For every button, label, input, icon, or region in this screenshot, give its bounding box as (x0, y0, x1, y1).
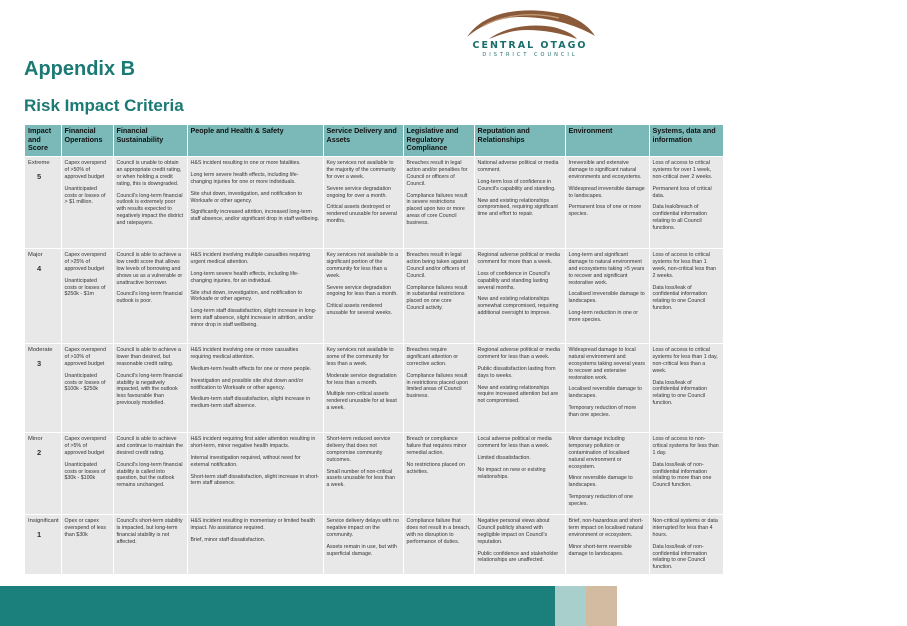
criteria-text: Breaches result in legal action being taken against Council and/or officers of Council. (406, 252, 469, 279)
criteria-text: Capex overspend of >50% of approved budget (64, 160, 107, 180)
criteria-text: Medium-term staff dissatisfaction, slight increase in medium-term staff absence. (190, 396, 311, 410)
criteria-text: Severe service degradation ongoing for less than a month. (326, 284, 398, 298)
criteria-cell (61, 344, 113, 433)
logo-wordmark: CENTRAL OTAGO (472, 40, 588, 51)
criteria-cell (403, 157, 474, 249)
criteria-cell (565, 249, 649, 344)
criteria-text: Permanent loss of one or more species. (568, 204, 642, 218)
criteria-text: Council is unable to obtain an appropriate credit rating, or when holding a credit rating, this is downgraded. (116, 160, 182, 187)
impact-level: Minor (28, 436, 43, 442)
impact-score-cell (25, 433, 61, 515)
column-header: People and Health & Safety (187, 125, 323, 157)
criteria-text: Widespread irreversible damage to landscapes. (568, 185, 645, 199)
criteria-cell (323, 157, 403, 249)
criteria-text: Breaches require significant attention or corrective action. (406, 347, 459, 367)
criteria-cell (649, 344, 723, 433)
impact-score: 2 (37, 447, 42, 457)
column-header: Environment (565, 125, 649, 157)
footer-band-tan (586, 586, 617, 626)
criteria-cell (565, 515, 649, 575)
criteria-text: Short-term reduced service delivery that does not compromise community outcomes. (326, 436, 391, 463)
criteria-text: Multiple non-critical assets rendered unusable for at least a week. (326, 391, 397, 412)
criteria-text: Localised reversible damage to landscapes. (568, 386, 642, 400)
criteria-cell (61, 157, 113, 249)
criteria-text: Loss of confidence in Council's capability and standing lasting several months. (477, 270, 551, 291)
criteria-text: Loss of access to non-critical systems for less than 1 day. (652, 436, 719, 456)
criteria-cell (113, 157, 187, 249)
criteria-text: Council is able to achieve a lower than desired, but reasonable credit rating. (116, 347, 181, 367)
criteria-cell (323, 344, 403, 433)
criteria-text: Key services not available to the majority of the community for over a week. (326, 160, 396, 180)
criteria-text: Council is able to achieve and continue to maintain the desired credit rating. (116, 436, 184, 456)
criteria-cell (187, 433, 323, 515)
criteria-text: Temporary reduction of more than one species. (568, 405, 637, 418)
impact-score-cell (25, 344, 61, 433)
criteria-cell (323, 433, 403, 515)
criteria-text: Council is able to achieve a low credit score that allows low levels of borrowing and shows us as a vulnerable or unattractive borrower. (116, 252, 183, 286)
criteria-cell (403, 249, 474, 344)
table-header-row (25, 125, 723, 157)
logo-subtitle: DISTRICT COUNCIL (482, 52, 578, 58)
column-header: Service Delivery and Assets (323, 125, 403, 157)
criteria-text: Unanticipated costs or losses of $100k - $250k (64, 372, 106, 393)
criteria-cell (565, 157, 649, 249)
criteria-cell (474, 249, 565, 344)
criteria-text: Service delivery delays with no negative impact on the community. (326, 518, 399, 538)
criteria-text: Capex overspend of >5% of approved budget (64, 436, 107, 456)
criteria-text: Unanticipated costs or losses of > $1 million. (64, 185, 106, 206)
impact-score-cell (25, 249, 61, 344)
criteria-cell (649, 515, 723, 575)
criteria-text: Regional adverse political or media comment for less than a week. (477, 347, 560, 360)
criteria-text: Compliance failures result in severe restrictions placed upon two or more areas of core Council business. (406, 192, 468, 226)
risk-impact-table (25, 125, 724, 574)
criteria-text: H&S incident requiring first aider attention resulting in short-term, minor negative health impacts. (190, 436, 316, 449)
criteria-text: Regional adverse political or media comment for more than a week. (477, 252, 560, 265)
table-row (25, 344, 723, 433)
criteria-cell (403, 344, 474, 433)
criteria-cell (323, 249, 403, 344)
criteria-cell (649, 249, 723, 344)
criteria-cell (61, 249, 113, 344)
criteria-cell (187, 157, 323, 249)
criteria-text: Permanent loss of critical data. (652, 185, 712, 199)
impact-score: 5 (37, 171, 42, 181)
criteria-cell (323, 515, 403, 575)
criteria-cell (649, 433, 723, 515)
impact-score: 1 (37, 529, 42, 539)
criteria-text: Breaches result in legal action and/or penalties for Council or officers of Council. (406, 160, 468, 187)
criteria-text: H&S incident resulting in one or more fatalities. (190, 160, 301, 166)
criteria-text: Long-term severe health effects, including life-changing injuries, for an individual. (190, 270, 299, 284)
criteria-text: Long term severe health effects, including life-changing injuries for one or more individuals. (190, 171, 299, 185)
criteria-text: Localised irreversible damage to landscapes. (568, 291, 645, 305)
criteria-text: Long-term and significant damage to natural environment and ecosystems taking >5 years to recover and significant restorative work. (568, 252, 645, 286)
criteria-text: No impact on new or existing relationships. (477, 466, 546, 480)
criteria-text: H&S incident involving one or more casualties requiring medical attention. (190, 347, 299, 360)
criteria-cell (187, 515, 323, 575)
criteria-text: Loss of access to critical systems for over 1 week, non-critical over 2 weeks. (652, 160, 713, 180)
criteria-text: Brief, minor staff dissatisfaction. (190, 536, 266, 543)
criteria-cell (403, 515, 474, 575)
criteria-cell (474, 515, 565, 575)
criteria-text: Moderate service degradation for less than a month. (326, 372, 397, 386)
criteria-text: Severe service degradation ongoing for over a month. (326, 185, 391, 199)
criteria-text: Loss of access to critical systems for less than 1 week, non-critical less than 2 weeks. (652, 252, 717, 279)
criteria-cell (61, 515, 113, 575)
criteria-text: Long-term loss of confidence in Council's capability and standing. (477, 178, 556, 192)
impact-level: Extreme (28, 160, 50, 166)
footer-band-mint (555, 586, 586, 626)
criteria-text: National adverse political or media comment. (477, 160, 559, 173)
criteria-text: Capex overspend of >10% of approved budget (64, 347, 107, 367)
criteria-cell (403, 433, 474, 515)
table-row (25, 249, 723, 344)
column-header: Legislative and Regulatory Compliance (403, 125, 474, 157)
criteria-cell (113, 433, 187, 515)
criteria-cell (113, 515, 187, 575)
criteria-text: Data loss/leak of non-confidential information relating to more than one Council function. (652, 461, 712, 489)
column-header: Financial Operations (61, 125, 113, 157)
criteria-text: Long-term reduction in one or more species. (568, 310, 638, 323)
criteria-cell (113, 344, 187, 433)
criteria-text: Council's long-term financial outlook is extremely poor with results expected to negatively impact the district and ratepayers. (116, 192, 184, 226)
impact-level: Major (28, 252, 43, 258)
criteria-text: Temporary reduction of one species. (568, 494, 633, 507)
criteria-cell (474, 344, 565, 433)
criteria-text: Small number of non-critical assets unusable for less than a week. (326, 468, 396, 489)
impact-score: 3 (37, 358, 42, 368)
page-subheading: Risk Impact Criteria (24, 96, 184, 115)
criteria-text: Site shut down, investigation, and notification to Worksafe or other agency. (190, 289, 303, 303)
criteria-text: Widespread damage to local natural environment and ecosystems taking several years to recover and extensive restoration work. (568, 347, 646, 381)
criteria-cell (187, 249, 323, 344)
criteria-text: Long-term staff dissatisfaction, slight increase in long-term staff absence, slight increase in attrition, and/or minor drop in staff wellbeing. (190, 308, 317, 328)
criteria-cell (565, 344, 649, 433)
impact-level: Insignificant (28, 518, 59, 524)
column-header: Impact and Score (25, 125, 61, 157)
criteria-text: Limited dissatisfaction. (477, 454, 531, 461)
criteria-text: H&S incident resulting in momentary or limited health impact. No assistance required. (190, 518, 316, 531)
impact-level: Moderate (28, 347, 53, 353)
criteria-text: Brief, non-hazardous and short-term impact on localised natural environment or ecosystem. (568, 518, 644, 538)
column-header: Reputation and Relationships (474, 125, 565, 157)
criteria-cell (565, 433, 649, 515)
criteria-cell (649, 157, 723, 249)
criteria-text: Site shut down, investigation, and notification to Worksafe or other agency. (190, 190, 303, 204)
criteria-text: Irreversible and extensive damage to significant natural environments and ecosystems. (568, 160, 642, 180)
criteria-text: Opex or capex overspend of less than $30k (64, 518, 107, 538)
criteria-text: Council's long-term financial stability is negatively impacted, with the outlook less favourable than previously modelled. (116, 372, 183, 407)
hills-logo-icon (455, 4, 605, 40)
criteria-text: Data leak/breach of confidential information relating to all Council functions. (652, 204, 707, 231)
impact-score-cell (25, 515, 61, 575)
criteria-text: H&S incident involving multiple casualties requiring urgent medical attention. (190, 252, 311, 265)
criteria-cell (474, 433, 565, 515)
criteria-text: Minor reversible damage to landscapes. (568, 475, 633, 489)
criteria-text: Non-critical systems or data interrupted for less than 4 hours. (652, 518, 718, 538)
criteria-text: Unanticipated costs or losses of $250k - $1m (64, 277, 106, 298)
criteria-text: Short-term staff dissatisfaction, slight increase in short-term staff absence. (190, 473, 320, 487)
criteria-text: Key services not available to a significant portion of the community for less than a week. (326, 252, 399, 279)
criteria-cell (113, 249, 187, 344)
criteria-text: Unanticipated costs or losses of $30k - $100k (64, 461, 106, 482)
criteria-text: Council's long-term financial stability is called into question, but the outlook remains unchanged. (116, 461, 183, 489)
criteria-text: Critical assets destroyed or rendered unusable for several months. (326, 204, 397, 225)
criteria-cell (61, 433, 113, 515)
criteria-text: Public dissatisfaction lasting from days to weeks. (477, 365, 556, 379)
table-row (25, 515, 723, 575)
criteria-text: Public confidence and stakeholder relationships are unaffected. (477, 550, 559, 564)
criteria-text: Data loss/leak of confidential information relating to one Council function. (652, 284, 707, 312)
criteria-text: Data loss/leak of non-confidential information relating to one Council function. (652, 543, 707, 571)
criteria-text: Compliance failures result in restrictions placed upon limited areas of Council business. (406, 372, 469, 400)
criteria-cell (474, 157, 565, 249)
criteria-text: New and existing relationships compromised, requiring significant time and effort to repair. (477, 197, 558, 218)
table-row (25, 157, 723, 249)
criteria-text: Council's long-term financial outlook is poor. (116, 291, 183, 305)
criteria-text: New and existing relationships require increased attention but are not compromised. (477, 384, 559, 405)
criteria-text: Internal investigation required, without need for external notification. (190, 454, 301, 468)
criteria-text: Loss of access to critical systems for less than 1 day, non-critical less than a week. (652, 347, 718, 374)
criteria-text: Compliance failures result in substantial restrictions placed on one core Council activity. (406, 284, 468, 312)
impact-score-cell (25, 157, 61, 249)
criteria-text: Data loss/leak of confidential information relating to one Council function. (652, 379, 707, 407)
criteria-text: Capex overspend of >25% of approved budget (64, 252, 107, 272)
criteria-text: Key services not available to some of the community for less than a week. (326, 347, 394, 367)
column-header: Systems, data and information (649, 125, 723, 157)
criteria-text: New and existing relationships somewhat compromised, requiring additional oversight to improve. (477, 296, 559, 317)
table-row (25, 433, 723, 515)
council-logo (455, 4, 605, 62)
impact-score: 4 (37, 263, 42, 273)
criteria-text: Minor damage including temporary pollution or contamination of localised natural environment or ecosystem. (568, 436, 630, 470)
column-header: Financial Sustainability (113, 125, 187, 157)
criteria-text: Breach or compliance failure that requires minor remedial action. (406, 436, 467, 456)
criteria-text: Compliance failure that does not result in a breach, with no disruption to performance of duties. (406, 518, 471, 545)
criteria-text: Local adverse political or media comment for less than a week. (477, 436, 552, 449)
criteria-text: Investigation and possible site shut down and/or notification to Worksafe or other agency. (190, 377, 304, 391)
page-heading: Appendix B (24, 58, 136, 80)
footer-band-teal (0, 586, 555, 626)
criteria-text: Assets remain in use, but with superficial damage. (326, 543, 397, 557)
criteria-text: Negative personal views about Council publicly shared with negligible impact on Council's reputation. (477, 518, 550, 545)
table-body (25, 157, 723, 575)
criteria-text: Council's short-term stability is impacted, but long-term financial stability is not affected. (116, 518, 183, 545)
criteria-text: Minor short-term reversible damage to landscapes. (568, 543, 632, 557)
criteria-text: Medium-term health effects for one or more people. (190, 365, 312, 372)
criteria-cell (187, 344, 323, 433)
criteria-text: Significantly increased attrition, increased long-term staff absence, and/or significant drop in staff wellbeing. (190, 209, 319, 223)
criteria-text: No restrictions placed on activities. (406, 461, 465, 475)
criteria-text: Critical assets rendered unusable for several weeks. (326, 303, 393, 317)
